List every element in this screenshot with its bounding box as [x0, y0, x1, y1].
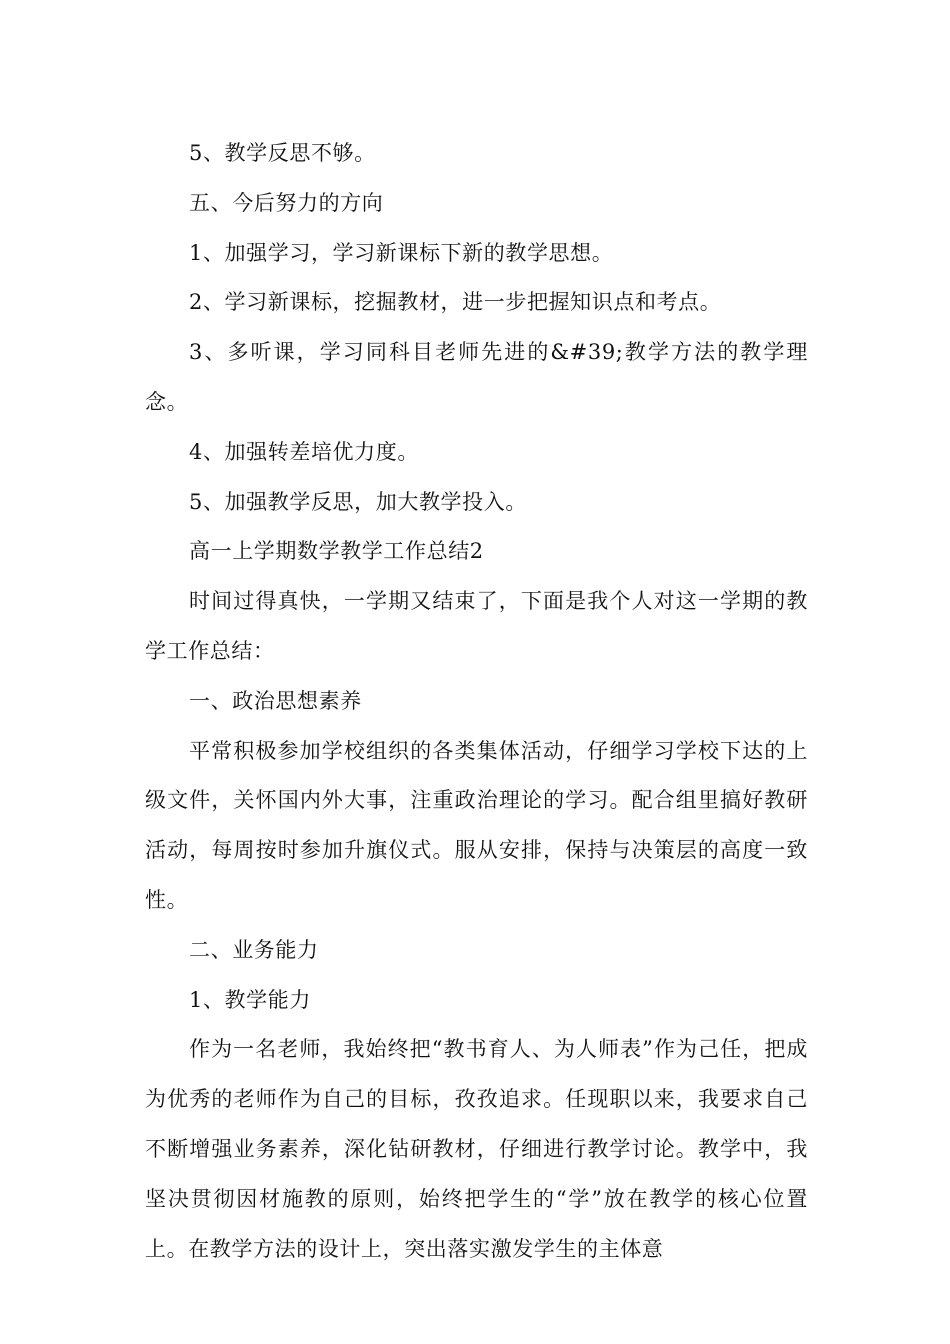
document-title-summary-2: 高一上学期数学教学工作总结2 — [189, 539, 484, 564]
political-paragraph: 平常积极参加学校组织的各类集体活动，仔细学习学校下达的上级文件，关怀国内外大事，注重政治理论的学习。配合组里搞好教研活动，每周按时参加升旗仪式。服从安排，保持与决策层的高度一致性。 — [145, 738, 808, 912]
document-body — [145, 129, 808, 1274]
section-heading-future-direction: 五、今后努力的方向 — [189, 190, 384, 215]
intro-paragraph: 时间过得真快，一学期又结束了，下面是我个人对这一学期的教学工作总结： — [145, 589, 808, 663]
section-heading-professional: 二、业务能力 — [189, 937, 319, 962]
list-item-strengthen-study: 1、加强学习，学习新课标下新的教学思想。 — [189, 240, 614, 265]
list-item-reflection-shortfall: 5、教学反思不够。 — [189, 141, 376, 165]
teaching-ability-paragraph: 作为一名老师，我始终把“教书育人、为人师表”作为己任，把成为优秀的老师作为自己的目标，孜孜追求。任现职以来，我要求自己不断增强业务素养，深化钻研教材，仔细进行教学讨论。教学中，我坚决贯彻因材施教的原则，始终把学生的“学”放在教学的核心位置上。在教学方法的设计上，突出落实激发学生的主体意 — [145, 1037, 808, 1261]
subheading-teaching-ability: 1、教学能力 — [189, 987, 311, 1012]
section-heading-political: 一、政治思想素养 — [189, 688, 362, 713]
list-item-teaching-reflection: 5、加强教学反思，加大教学投入。 — [189, 489, 527, 514]
list-item-attend-lessons: 3、多听课，学习同科目老师先进的&#39;教学方法的教学理念。 — [145, 340, 808, 414]
list-item-remedial-work: 4、加强转差培优力度。 — [189, 439, 419, 464]
list-item-study-curriculum: 2、学习新课标，挖掘教材，进一步把握知识点和考点。 — [189, 290, 722, 315]
